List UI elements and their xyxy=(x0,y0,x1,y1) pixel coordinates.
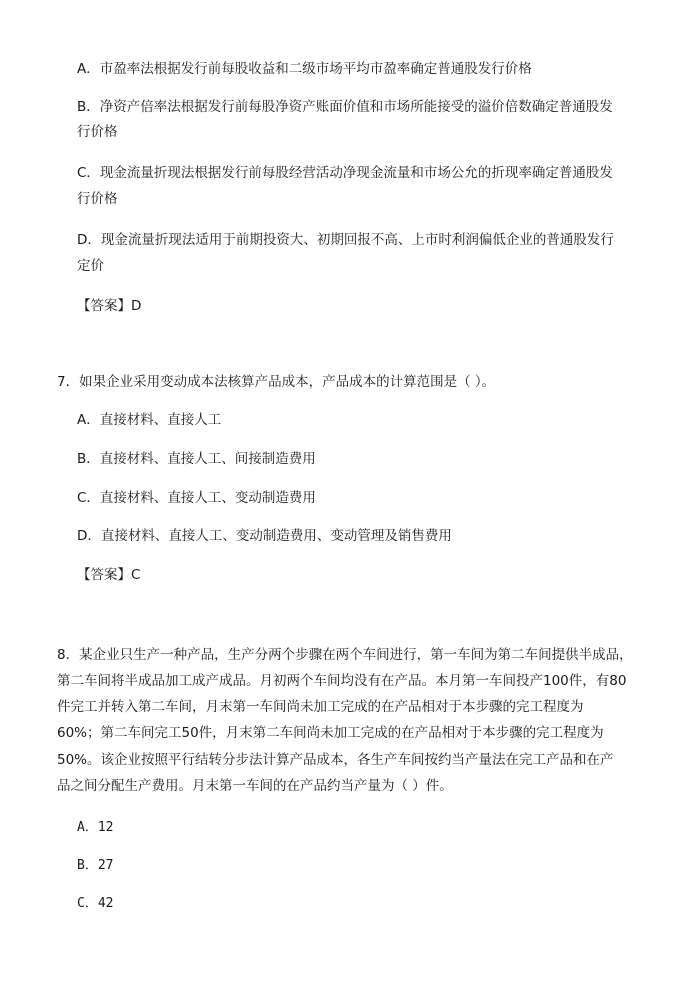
answer-prev: 【答案】D xyxy=(77,298,142,314)
option-d-line1: D．现金流量折现法适用于前期投资大、初期回报不高、上市时利润偏低企业的普通股发行 xyxy=(77,232,614,248)
answer-q7: 【答案】C xyxy=(77,567,141,583)
question-7: 7．如果企业采用变动成本法核算产品成本，产品成本的计算范围是（ ）。 xyxy=(57,374,496,390)
q7-option-b: B．直接材料、直接人工、间接制造费用 xyxy=(77,451,316,467)
q7-option-c: C．直接材料、直接人工、变动制造费用 xyxy=(77,490,316,506)
question-8-line3: 件完工并转入第二车间，月末第一车间尚未加工完成的在产品相对于本步骤的完工程度为 xyxy=(57,699,584,715)
question-8-line6: 品之间分配生产费用。月末第一车间的在产品约当产量为（ ）件。 xyxy=(57,778,453,794)
question-8-line1: 8．某企业只生产一种产品，生产分两个步骤在两个车间进行，第一车间为第二车间提供半成品， xyxy=(57,647,633,663)
option-c-line1: C．现金流量折现法根据发行前每股经营活动净现金流量和市场公允的折现率确定普通股发 xyxy=(77,165,613,181)
q7-option-d: D．直接材料、直接人工、变动制造费用、变动管理及销售费用 xyxy=(77,528,452,544)
option-a: A．市盈率法根据发行前每股收益和二级市场平均市盈率确定普通股发行价格 xyxy=(77,61,532,77)
question-8-line5: 50%。该企业按照平行结转分步法计算产品成本，各生产车间按约当产量法在完工产品和在产 xyxy=(57,752,614,768)
option-c-line2: 行价格 xyxy=(77,191,118,207)
question-8-line2: 第二车间将半成品加工成产成品。月初两个车间均没有在产品。本月第一车间投产100件，有80 xyxy=(57,673,627,689)
q8-option-c: C．42 xyxy=(77,896,114,911)
q7-option-a: A．直接材料、直接人工 xyxy=(77,412,222,428)
q8-option-a: A．12 xyxy=(77,820,114,835)
option-b-line2: 行价格 xyxy=(77,124,118,140)
q8-option-b: B．27 xyxy=(77,858,114,873)
question-8-line4: 60%；第二车间完工50件，月末第二车间尚未加工完成的在产品相对于本步骤的完工程度为 xyxy=(57,725,604,741)
option-d-line2: 定价 xyxy=(77,258,104,274)
option-b-line1: B．净资产倍率法根据发行前每股净资产账面价值和市场所能接受的溢价倍数确定普通股发 xyxy=(77,99,613,115)
